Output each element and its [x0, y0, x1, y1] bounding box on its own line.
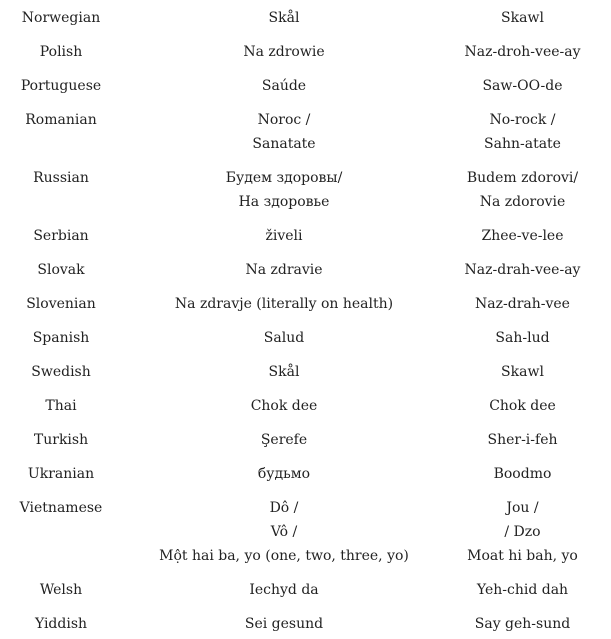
- pronunciation-cell: [440, 428, 605, 452]
- table-row: [0, 108, 611, 156]
- language-cell: Slovenian: [26, 296, 96, 312]
- toast-cell: [130, 224, 438, 248]
- pronunciation-cell: [440, 462, 605, 486]
- language-cell: Romanian: [25, 112, 97, 128]
- pronunciation-line: No-rock /: [489, 112, 556, 128]
- pronunciation-line: Boodmo: [493, 466, 552, 482]
- toast-line: Iechyd da: [249, 582, 319, 598]
- toast-line: živeli: [265, 228, 303, 244]
- table-row: [0, 428, 611, 452]
- toast-line: Dô /: [269, 500, 299, 516]
- language-cell: Serbian: [33, 228, 89, 244]
- toast-cell: [130, 612, 438, 636]
- pronunciation-line: Skawl: [501, 364, 544, 380]
- toast-cell: [130, 462, 438, 486]
- pronunciation-cell: [440, 394, 605, 418]
- language-cell: Portuguese: [20, 78, 102, 94]
- table-row: [0, 496, 611, 568]
- table-row: [0, 40, 611, 64]
- pronunciation-cell: [440, 258, 605, 282]
- toast-line: Saúde: [261, 78, 307, 94]
- pronunciation-cell: [440, 360, 605, 384]
- pronunciation-line: Yeh-chid dah: [476, 582, 569, 598]
- table-row: [0, 258, 611, 282]
- language-cell: Slovak: [37, 262, 85, 278]
- pronunciation-line: Sahn-atate: [484, 136, 561, 152]
- pronunciation-line: Naz-drah-vee: [475, 296, 570, 312]
- toast-line: Một hai ba, yo (one, two, three, yo): [159, 548, 409, 564]
- toast-cell: [130, 578, 438, 602]
- language-cell: Vietnamese: [19, 500, 103, 516]
- language-cell: Welsh: [39, 582, 83, 598]
- toast-line: Sei gesund: [244, 616, 324, 632]
- toast-cell: [130, 108, 438, 156]
- toast-line: Şerefe: [260, 432, 308, 448]
- pronunciation-line: Zhee-ve-lee: [481, 228, 564, 244]
- pronunciation-cell: [440, 578, 605, 602]
- pronunciation-cell: [440, 612, 605, 636]
- pronunciation-line: Say geh-sund: [474, 616, 571, 632]
- toast-line: Skål: [268, 10, 300, 26]
- table-row: [0, 166, 611, 214]
- pronunciation-line: Sher-i-feh: [487, 432, 558, 448]
- table-row: [0, 360, 611, 384]
- pronunciation-cell: [440, 224, 605, 248]
- table-row: [0, 74, 611, 98]
- language-cell: Swedish: [31, 364, 91, 380]
- language-cell: Ukranian: [27, 466, 95, 482]
- table-row: [0, 6, 611, 30]
- toast-cell: [130, 394, 438, 418]
- pronunciation-cell: [440, 496, 605, 568]
- toast-line: На здоровье: [238, 194, 330, 210]
- toast-cell: [130, 292, 438, 316]
- pronunciation-cell: [440, 166, 605, 214]
- toast-cell: [130, 360, 438, 384]
- toast-cell: [130, 326, 438, 350]
- pronunciation-line: Saw-OO-de: [482, 78, 563, 94]
- pronunciation-cell: [440, 74, 605, 98]
- pronunciation-line: / Dzo: [504, 524, 541, 540]
- pronunciation-line: Moat hi bah, yo: [467, 548, 578, 564]
- toast-cell: [130, 258, 438, 282]
- pronunciation-cell: [440, 40, 605, 64]
- toast-line: Noroc /: [257, 112, 311, 128]
- toast-line: Vô /: [270, 524, 298, 540]
- table-row: [0, 462, 611, 486]
- pronunciation-line: Skawl: [501, 10, 544, 26]
- table-row: [0, 578, 611, 602]
- pronunciation-line: Naz-droh-vee-ay: [464, 44, 581, 60]
- toast-line: Na zdravje (literally on health): [174, 296, 394, 312]
- table-row: [0, 612, 611, 636]
- language-cell: Russian: [33, 170, 89, 186]
- toast-line: Chok dee: [250, 398, 318, 414]
- toast-line: Na zdravie: [245, 262, 323, 278]
- pronunciation-cell: [440, 292, 605, 316]
- toast-line: Skål: [268, 364, 300, 380]
- toast-cell: [130, 428, 438, 452]
- toast-line: будьмо: [257, 466, 311, 482]
- language-cell: Spanish: [32, 330, 90, 346]
- table-row: [0, 394, 611, 418]
- toast-cell: [130, 40, 438, 64]
- toast-line: Sanatate: [252, 136, 316, 152]
- toast-line: Salud: [263, 330, 305, 346]
- pronunciation-line: Sah-lud: [495, 330, 550, 346]
- pronunciation-line: Jou /: [506, 500, 539, 516]
- toast-cell: [130, 496, 438, 568]
- pronunciation-cell: [440, 6, 605, 30]
- language-cell: Turkish: [33, 432, 89, 448]
- pronunciation-cell: [440, 326, 605, 350]
- pronunciation-line: Chok dee: [489, 398, 556, 414]
- language-cell: Thai: [45, 398, 77, 414]
- toast-cell: [130, 74, 438, 98]
- language-cell: Polish: [39, 44, 83, 60]
- table-row: [0, 224, 611, 248]
- pronunciation-cell: [440, 108, 605, 156]
- toast-cell: [130, 6, 438, 30]
- toast-cell: [130, 166, 438, 214]
- table-row: [0, 292, 611, 316]
- language-cell: Norwegian: [21, 10, 101, 26]
- table-row: [0, 326, 611, 350]
- pronunciation-line: Budem zdorovi/: [466, 170, 579, 186]
- language-cell: Yiddish: [34, 616, 88, 632]
- pronunciation-line: Na zdorovie: [479, 194, 566, 210]
- pronunciation-line: Naz-drah-vee-ay: [464, 262, 581, 278]
- toast-line: Будем здоровы/: [225, 170, 343, 186]
- toast-line: Na zdrowie: [243, 44, 325, 60]
